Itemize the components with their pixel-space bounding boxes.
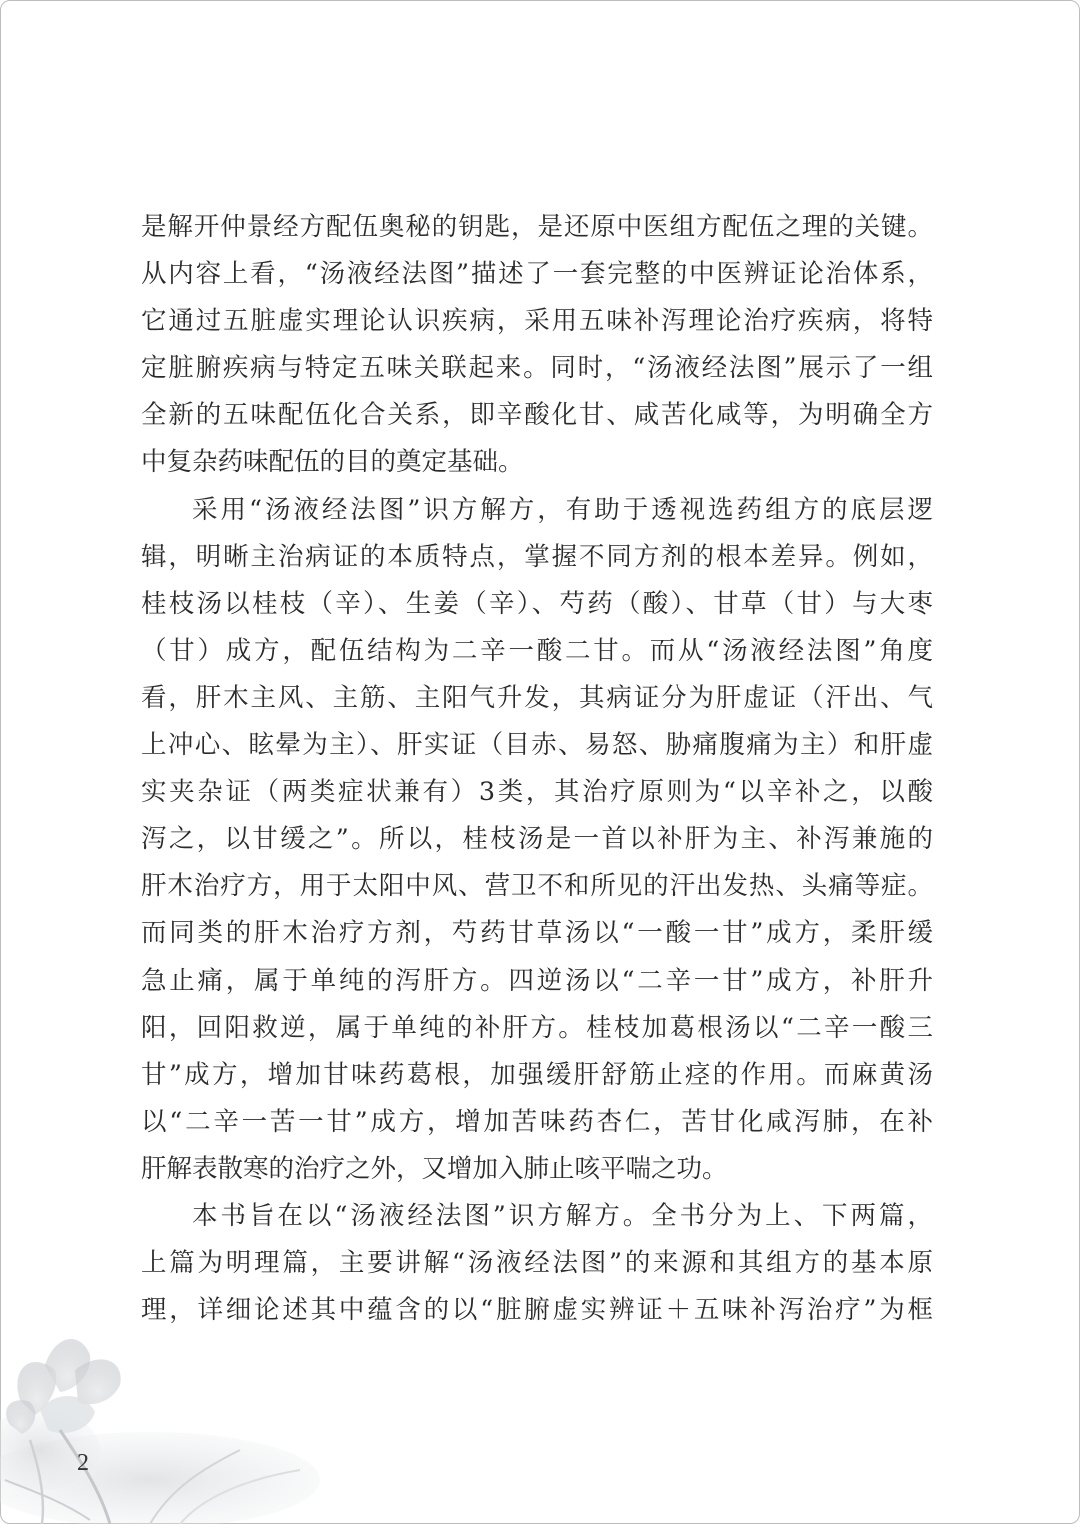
text-line: 阳，回阳救逆，属于单纯的补肝方。桂枝加葛根汤以“二辛一酸三 — [141, 1012, 933, 1043]
text-line: 肝木治疗方，用于太阳中风、营卫不和所见的汗出发热、头痛等症。 — [141, 871, 933, 902]
text-line: 辑，明晰主治病证的本质特点，掌握不同方剂的根本差异。例如， — [141, 541, 933, 572]
lotus-decoration-icon — [0, 1330, 330, 1524]
text-line: 它通过五脏虚实理论认识疾病，采用五味补泻理论治疗疾病，将特 — [141, 306, 933, 337]
text-line: 而同类的肝木治疗方剂，芍药甘草汤以“一酸一甘”成方，柔肝缓 — [141, 918, 933, 949]
body-text — [141, 204, 933, 1334]
text-line: 泻之，以甘缓之”。所以，桂枝汤是一首以补肝为主、补泻兼施的 — [141, 824, 933, 855]
text-line: 从内容上看，“汤液经法图”描述了一套完整的中医辨证论治体系， — [141, 259, 933, 290]
paragraph-2 — [141, 487, 933, 1193]
text-line: 以“二辛一苦一甘”成方，增加苦味药杏仁，苦甘化咸泻肺，在补 — [141, 1106, 933, 1137]
text-line: 理，详细论述其中蕴含的以“脏腑虚实辨证＋五味补泻治疗”为框 — [141, 1295, 933, 1326]
text-line: 采用“汤液经法图”识方解方，有助于透视选药组方的底层逻 — [192, 494, 933, 525]
text-line: 定脏腑疾病与特定五味关联起来。同时，“汤液经法图”展示了一组 — [141, 353, 933, 384]
page-number: 2 — [77, 1450, 89, 1476]
text-line: 实夹杂证（两类症状兼有）3类，其治疗原则为“以辛补之，以酸 — [141, 777, 933, 808]
paragraph-1 — [141, 204, 933, 487]
text-line: 甘”成方，增加甘味药葛根，加强缓肝舒筋止痉的作用。而麻黄汤 — [141, 1059, 933, 1090]
text-line: （甘）成方，配伍结构为二辛一酸二甘。而从“汤液经法图”角度 — [141, 635, 933, 666]
paragraph-3 — [141, 1193, 933, 1334]
text-line: 全新的五味配伍化合关系，即辛酸化甘、咸苦化咸等，为明确全方 — [141, 400, 933, 431]
text-line: 上冲心、眩晕为主）、肝实证（目赤、易怒、胁痛腹痛为主）和肝虚 — [141, 730, 933, 761]
text-line: 肝解表散寒的治疗之外，又增加入肺止咳平喘之功。 — [141, 1153, 728, 1184]
text-line: 上篇为明理篇，主要讲解“汤液经法图”的来源和其组方的基本原 — [141, 1248, 933, 1279]
text-line: 中复杂药味配伍的目的奠定基础。 — [141, 447, 524, 478]
text-line: 是解开仲景经方配伍奥秘的钥匙，是还原中医组方配伍之理的关键。 — [141, 212, 933, 242]
text-line: 急止痛，属于单纯的泻肝方。四逆汤以“二辛一甘”成方，补肝升 — [141, 965, 933, 996]
text-line: 桂枝汤以桂枝（辛）、生姜（辛）、芍药（酸）、甘草（甘）与大枣 — [141, 588, 933, 619]
text-line: 本书旨在以“汤液经法图”识方解方。全书分为上、下两篇， — [192, 1200, 933, 1231]
text-line: 看，肝木主风、主筋、主阳气升发，其病证分为肝虚证（汗出、气 — [141, 682, 933, 713]
